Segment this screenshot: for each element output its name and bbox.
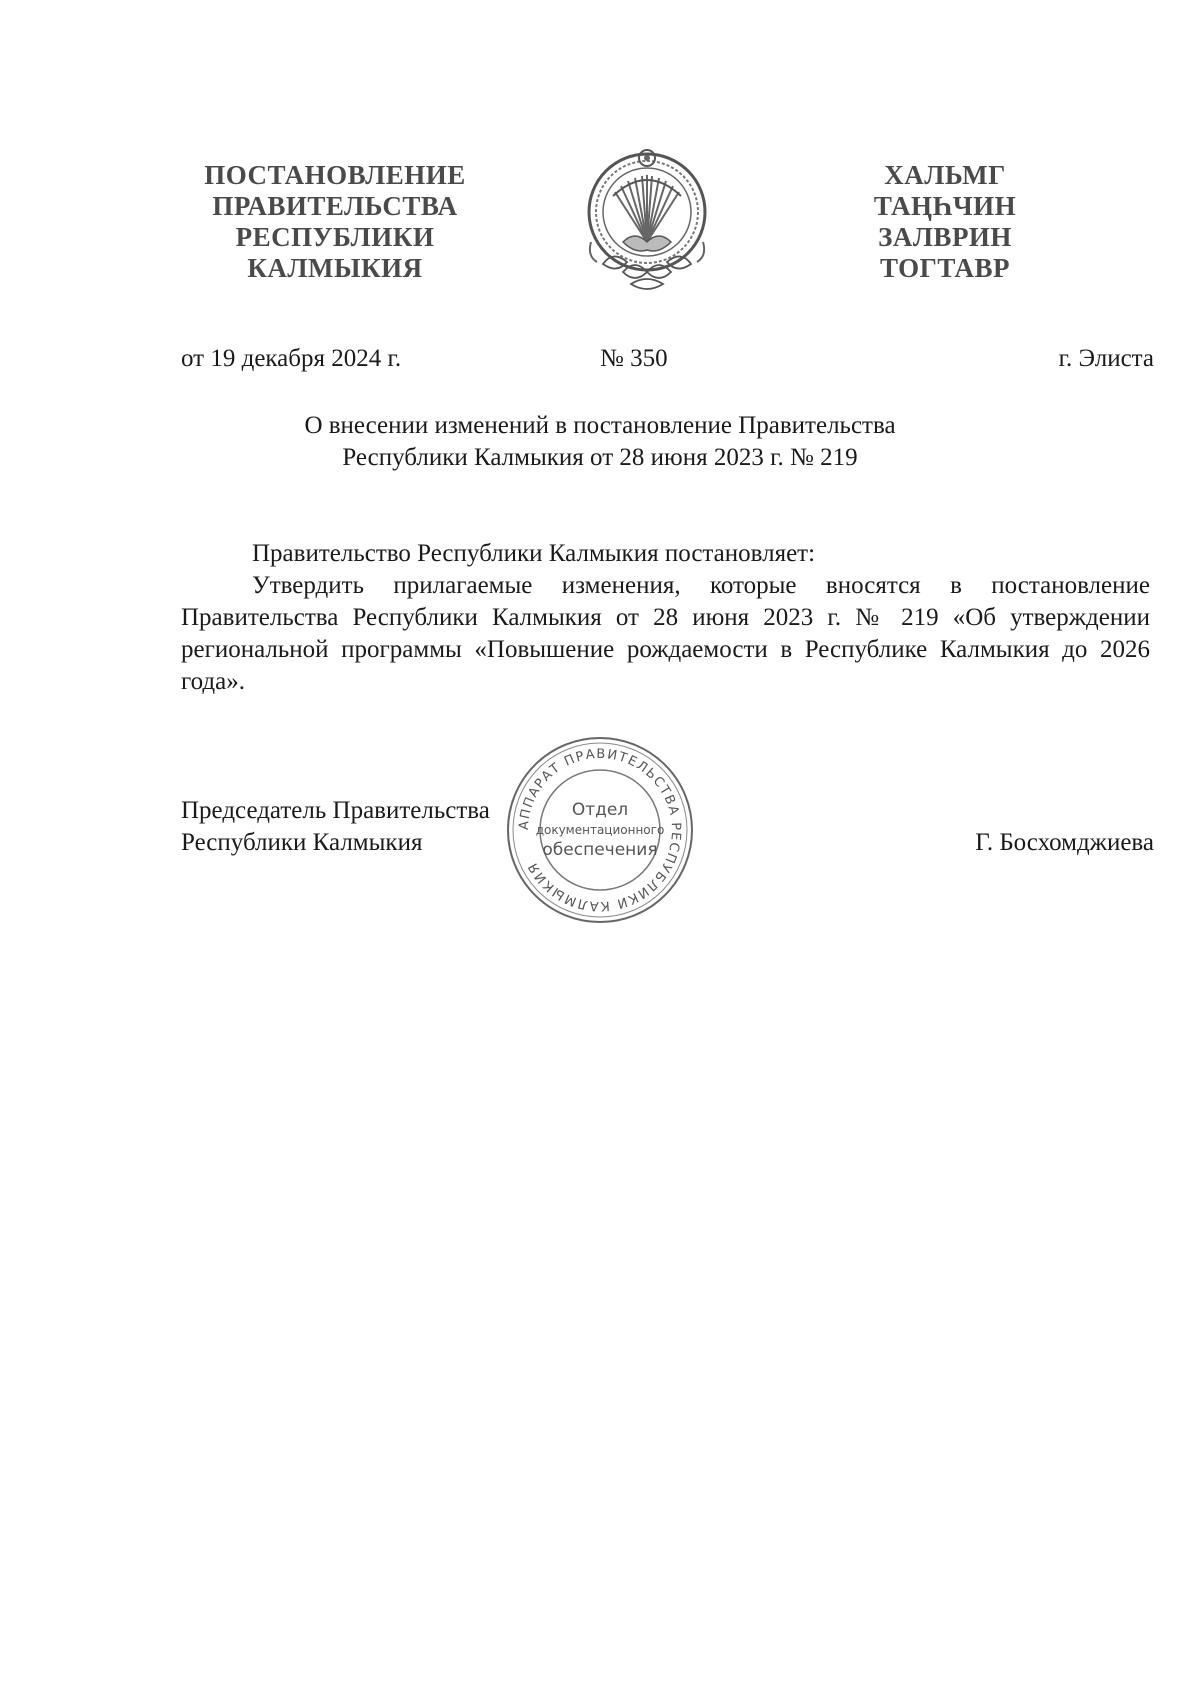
header-russian-line: ПОСТАНОВЛЕНИЕ [204, 160, 466, 190]
header-russian-line: РЕСПУБЛИКИ [235, 222, 435, 252]
document-number: № 350 [600, 345, 668, 372]
header-russian-line: ПРАВИТЕЛЬСТВА [212, 191, 458, 221]
document-city: г. Элиста [1058, 345, 1154, 372]
coat-of-arms-icon [583, 146, 711, 294]
stamp-line: документационного [535, 823, 665, 837]
header-kalmyk [860, 160, 1030, 284]
header-kalmyk-line: ТАҢҺЧИН [873, 191, 1017, 221]
stamp-center-text [505, 735, 695, 925]
header-kalmyk-line: ЗАЛВРИН [878, 222, 1012, 252]
document-date: от 19 декабря 2024 г. [181, 345, 402, 372]
header-russian-line: КАЛМЫКИЯ [247, 253, 423, 283]
header-russian [190, 160, 480, 284]
stamp-line: Отдел [571, 800, 629, 820]
document-title [250, 410, 950, 474]
header-kalmyk-line: ТОГТАВР [880, 253, 1010, 283]
signatory-position-line: Республики Калмыкия [181, 829, 423, 856]
header-kalmyk-line: ХАЛЬМГ [884, 160, 1006, 190]
body-paragraph: Правительство Республики Калмыкия постановляет: [252, 540, 816, 567]
title-line: О внесении изменений в постановление Правительства [304, 412, 896, 439]
signatory-position [181, 795, 490, 859]
stamp-line: обеспечения [542, 840, 658, 860]
body-paragraph: Утвердить прилагаемые изменения, которые вносятся в постановление Правительства Республики Калмыкия от 28 июня 2023 г. № 219 «Об утверждении региональной программы «Повышение рождаемости в Республике Калмыкия до 2026 года». [181, 572, 1150, 695]
document-body [181, 538, 1150, 698]
official-stamp [505, 735, 695, 925]
title-line: Республики Калмыкия от 28 июня 2023 г. № 219 [342, 444, 858, 471]
stamp-ring-text: АППАРАТ ПРАВИТЕЛЬСТВА РЕСПУБЛИКИ КАЛМЫКИЯ [516, 746, 684, 914]
signatory-position-line: Председатель Правительства [181, 797, 490, 824]
signatory-name: Г. Босхомджиева [975, 829, 1154, 856]
